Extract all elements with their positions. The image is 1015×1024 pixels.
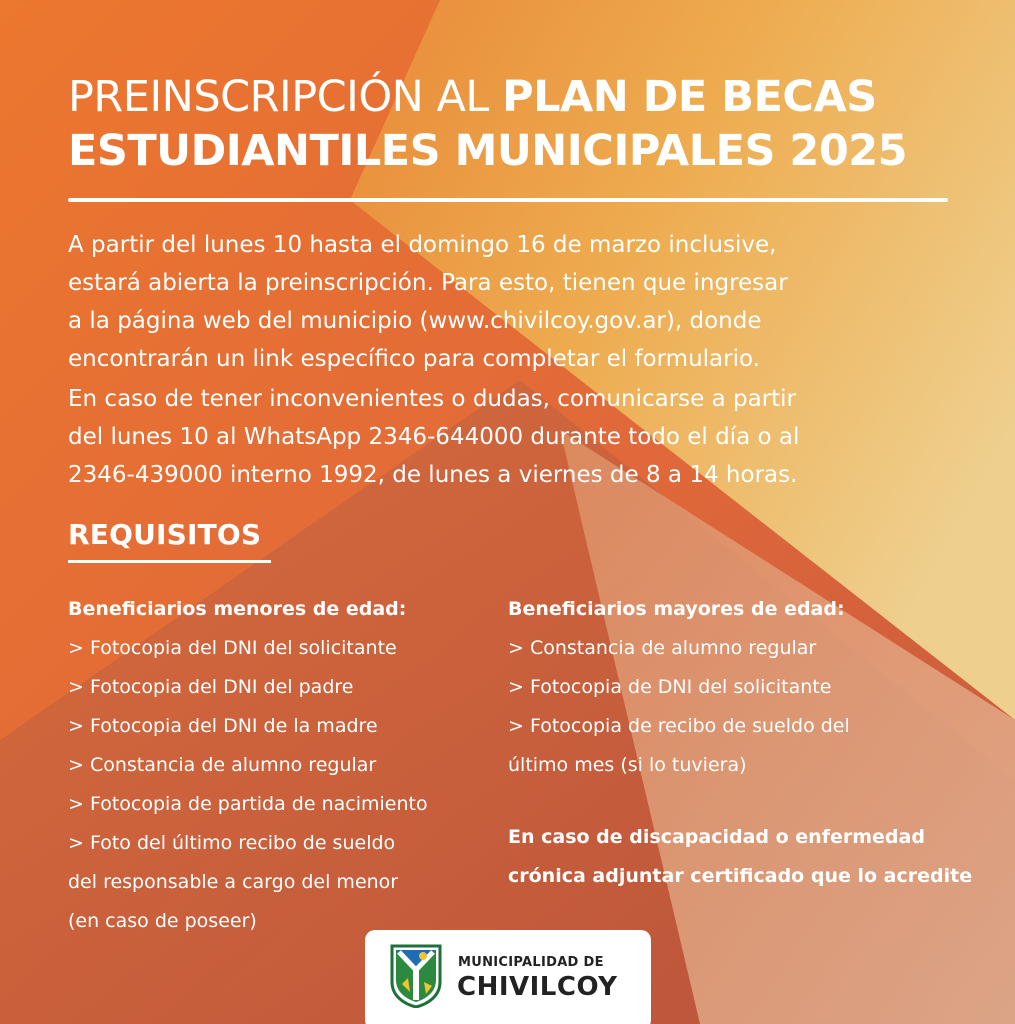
title-bold-text: PLAN DE BECAS [502,72,877,122]
chivilcoy-shield-icon [390,944,442,1008]
contact-line: del lunes 10 al WhatsApp 2346-644000 durante todo el día o al [68,424,800,450]
requirements-underline [68,560,271,563]
list-item: > Fotocopia de recibo de sueldo del [508,715,850,737]
title-line-1 [68,70,968,124]
list-item: > Foto del último recibo de sueldo [68,832,396,854]
list-item: del responsable a cargo del menor [68,871,399,893]
contact-line: 2346-439000 interno 1992, de lunes a viernes de 8 a 14 horas. [68,462,798,488]
list-item: > Fotocopia del DNI de la madre [68,715,378,737]
minors-requirements [68,590,488,941]
logo-main-text: CHIVILCOY [457,972,618,1002]
logo-top-text: MUNICIPALIDAD DE [458,955,604,970]
list-item: > Constancia de alumno regular [508,637,817,659]
list-item: último mes (si lo tuviera) [508,754,747,776]
note-line: crónica adjuntar certificado que lo acredite [508,865,973,887]
intro-line: encontrarán un link específico para completar el formulario. [68,346,760,372]
disability-note [508,818,978,896]
title-bold-text-2: ESTUDIANTILES MUNICIPALES 2025 [68,126,908,176]
intro-text [68,226,968,494]
intro-line: A partir del lunes 10 hasta el domingo 16 de marzo inclusive, [68,232,777,258]
requirements-heading: REQUISITOS [68,518,262,551]
intro-line: a la página web del municipio (www.chivilcoy.gov.ar), donde [68,308,762,334]
page-title [68,70,968,178]
adults-title: Beneficiarios mayores de edad: [508,598,845,620]
list-item: > Fotocopia del DNI del padre [68,676,354,698]
list-item: > Fotocopia de partida de nacimiento [68,793,428,815]
adults-requirements [508,590,968,785]
title-line-2 [68,124,968,178]
note-line: En caso de discapacidad o enfermedad [508,826,925,848]
list-item: > Fotocopia de DNI del solicitante [508,676,832,698]
list-item: > Constancia de alumno regular [68,754,377,776]
title-divider [68,198,948,202]
contact-line: En caso de tener inconvenientes o dudas, comunicarse a partir [68,386,797,412]
title-light-text: PREINSCRIPCIÓN AL [68,72,503,122]
list-item: > Fotocopia del DNI del solicitante [68,637,397,659]
list-item: (en caso de poseer) [68,910,257,932]
intro-line: estará abierta la preinscripción. Para esto, tienen que ingresar [68,270,788,296]
minors-title: Beneficiarios menores de edad: [68,598,407,620]
